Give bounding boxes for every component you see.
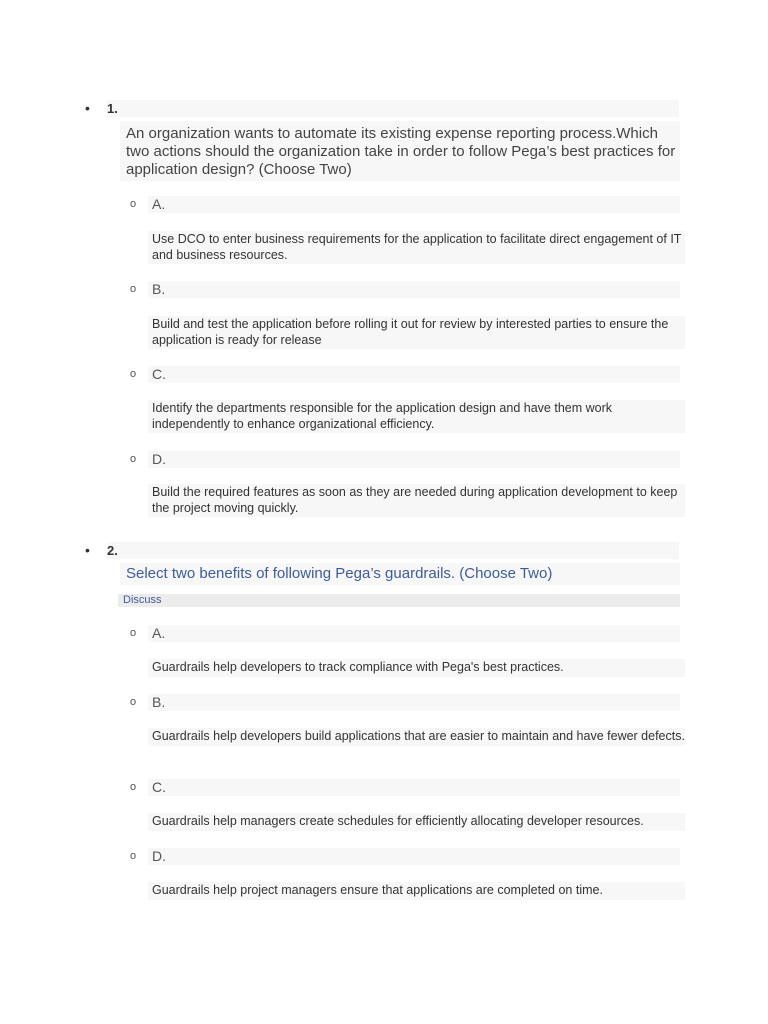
option-bullet: o: [130, 368, 137, 380]
option-bullet: o: [130, 850, 137, 862]
option-label[interactable]: A.: [148, 196, 680, 213]
option-text: Guardrails help developers to track compliance with Pega's best practices.: [148, 659, 685, 677]
option-bullet: o: [130, 453, 137, 465]
option-label[interactable]: D.: [148, 848, 680, 865]
option-bullet: o: [130, 198, 137, 210]
question-text: Select two benefits of following Pega’s guardrails. (Choose Two): [120, 563, 680, 585]
option-bullet: o: [130, 283, 137, 295]
option-label[interactable]: C.: [148, 366, 680, 383]
question-text: An organization wants to automate its existing expense reporting process.Which two actions should the organization take in order to follow Pega’s best practices for application design? (Choose Two): [120, 121, 680, 181]
option-bullet: o: [130, 781, 137, 793]
option-label[interactable]: A.: [148, 625, 680, 642]
option-label[interactable]: B.: [148, 281, 680, 298]
option-label[interactable]: C.: [148, 779, 680, 796]
option-text: Guardrails help project managers ensure that applications are completed on time.: [148, 882, 685, 900]
question-number: 1.: [107, 100, 679, 117]
option-label[interactable]: B.: [148, 694, 680, 711]
option-bullet: o: [130, 696, 137, 708]
question-bullet: •: [85, 542, 90, 558]
option-text: Guardrails help managers create schedules for efficiently allocating developer resources.: [148, 813, 685, 831]
option-text: Guardrails help developers build applications that are easier to maintain and have fewer defects.: [148, 728, 685, 746]
option-text: Identify the departments responsible for the application design and have them work independently to enhance organizational efficiency.: [148, 400, 685, 433]
question-bullet: •: [85, 100, 90, 116]
question-number: 2.: [107, 542, 679, 559]
discuss-link[interactable]: Discuss: [118, 594, 680, 607]
option-bullet: o: [130, 627, 137, 639]
option-text: Use DCO to enter business requirements for the application to facilitate direct engagement of IT and business resources.: [148, 231, 685, 264]
option-text: Build the required features as soon as they are needed during application development to keep the project moving quickly.: [148, 484, 685, 517]
option-label[interactable]: D.: [148, 451, 680, 468]
option-text: Build and test the application before rolling it out for review by interested parties to ensure the application is ready for release: [148, 316, 685, 349]
